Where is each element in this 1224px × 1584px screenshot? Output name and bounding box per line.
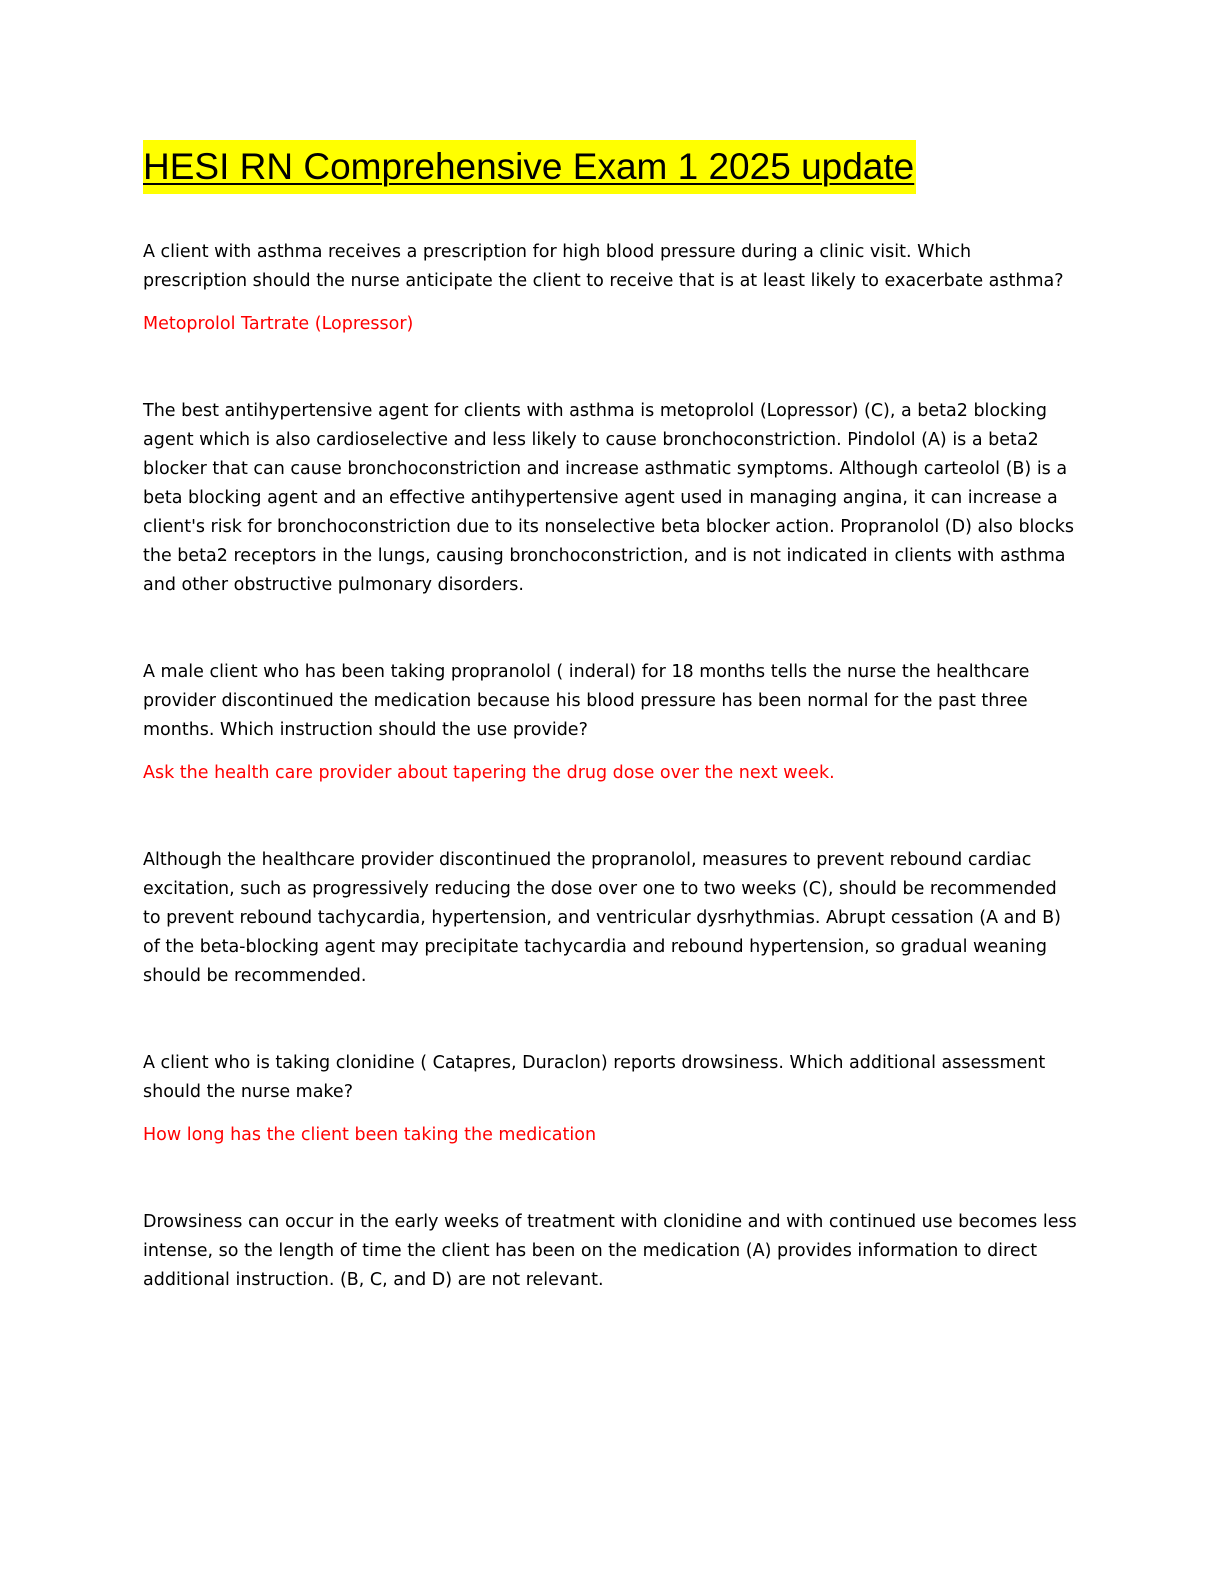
rationale-text: Although the healthcare provider discontinued the propranolol, measures to prevent rebound cardiac excitation, such as progressively reducing the dose over one to two weeks (C), should be recommended to prevent rebound tachycardia, hypertension, and ventricular dysrhythmias. Abrupt cessation (A and B) of the beta-blocking agent may precipitate tachycardia and rebound hypertension, so gradual weaning should be recommended.	[143, 850, 1061, 986]
qa-item-1	[143, 238, 1078, 600]
answer-text: Metoprolol Tartrate (Lopressor)	[143, 314, 414, 334]
rationale-text: The best antihypertensive agent for clients with asthma is metoprolol (Lopressor) (C), a beta2 blocking agent which is also cardioselective and less likely to cause bronchoconstriction. Pindolol (A) is a beta2 blocker that can cause bronchoconstriction and increase asthmatic symptoms. Although carteolol (B) is a beta blocking agent and an effective antihypertensive agent used in managing angina, it can increase a client's risk for bronchoconstriction due to its nonselective beta blocker action. Propranolol (D) also blocks the beta2 receptors in the lungs, causing bronchoconstriction, and is not indicated in clients with asthma and other obstructive pulmonary disorders.	[143, 401, 1074, 595]
spacer	[143, 991, 1078, 1049]
spacer	[143, 339, 1078, 397]
question-text: A client who is taking clonidine ( Catapres, Duraclon) reports drowsiness. Which additional assessment should the nurse make?	[143, 1053, 1046, 1102]
title-container	[143, 140, 1078, 194]
spacer	[143, 600, 1078, 658]
question-text: A client with asthma receives a prescription for high blood pressure during a clinic visit. Which prescription should the nurse anticipate the client to receive that is at least likely to exacerbate asthma?	[143, 242, 1064, 291]
answer-text: How long has the client been taking the medication	[143, 1125, 597, 1145]
rationale-text: Drowsiness can occur in the early weeks of treatment with clonidine and with continued use becomes less intense, so the length of time the client has been on the medication (A) provides information to direct additional instruction. (B, C, and D) are not relevant.	[143, 1212, 1077, 1290]
document-title: HESI RN Comprehensive Exam 1 2025 update	[143, 140, 916, 194]
qa-item-2	[143, 658, 1078, 991]
qa-item-3	[143, 1049, 1078, 1295]
answer-text: Ask the health care provider about tapering the drug dose over the next week.	[143, 763, 835, 783]
spacer	[143, 788, 1078, 846]
question-text: A male client who has been taking propranolol ( inderal) for 18 months tells the nurse the healthcare provider discontinued the medication because his blood pressure has been normal for the past three months. Which instruction should the use provide?	[143, 662, 1030, 740]
spacer	[143, 1150, 1078, 1208]
document-page	[143, 140, 1078, 1295]
